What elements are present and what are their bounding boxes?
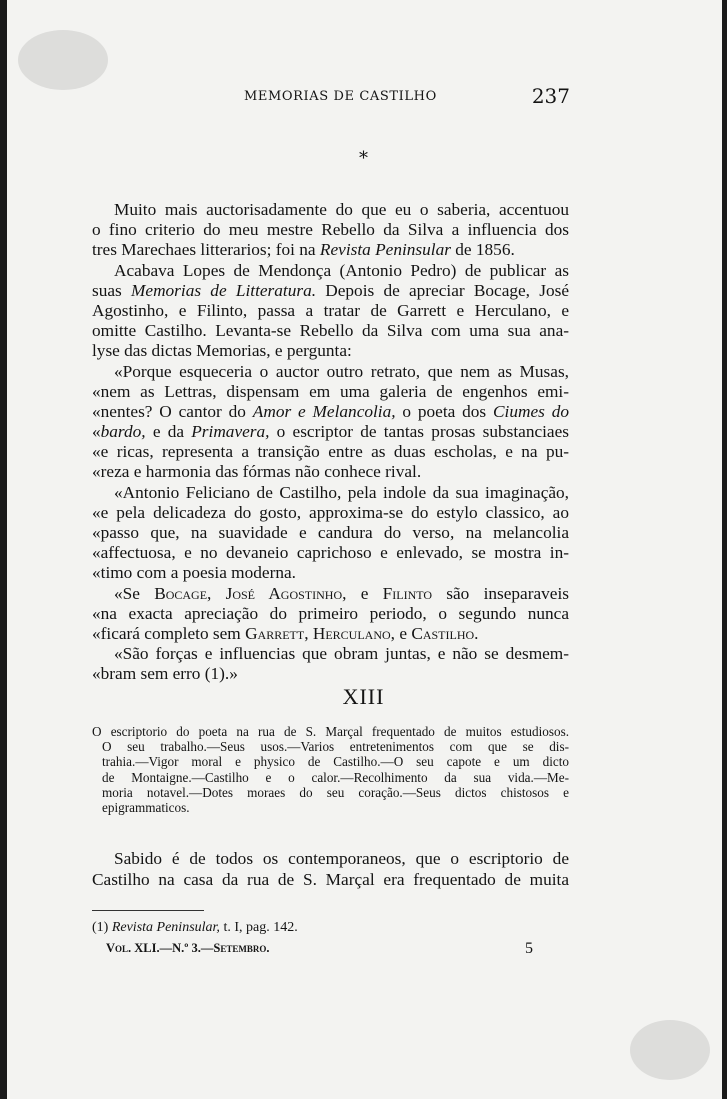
text-line: Muito mais auctorisadamente do que eu o saberia, accentuou [114, 200, 569, 219]
quote-line: «ficará completo sem Garrett, Herculano, e Castilho. [92, 623, 479, 643]
signature-line [92, 941, 569, 959]
footnote-rule [92, 910, 204, 911]
paper-smudge [18, 30, 108, 90]
italic-title: Ciumes do [493, 401, 569, 421]
summary-line: O escriptorio do poeta na rua de S. Marçal frequentado de muitos estudiosos. [92, 724, 569, 739]
quote-line: «reza e harmonia das fórmas não conhece rival. [92, 462, 422, 482]
summary-line: O seu trabalho.—Seus usos.—Varios entretenimentos com que se dis- [102, 739, 569, 755]
text-line: o fino criterio do meu mestre Rebello da Silva a influencia dos [92, 220, 569, 240]
text-line: tres Marechaes litterarios; foi na Revista Peninsular de 1856. [92, 240, 515, 260]
quote-line: «affectuosa, e no devaneio caprichoso e enlevado, se mostra in- [92, 543, 569, 563]
text-line: Agostinho, e Filinto, passa a tratar de Garrett e Herculano, e [92, 300, 569, 320]
quote-line: «timo com a poesia moderna. [92, 563, 296, 583]
page-number: 237 [531, 84, 570, 108]
italic-title: Memorias de Litteratura. [131, 280, 317, 300]
footnote [92, 920, 569, 936]
small-caps-names: Bocage, José Agostinho, [154, 583, 347, 603]
volume-info: Vol. XLI.—N.º 3.—Setembro. [106, 941, 270, 955]
quote-line: «e ricas, representa a transição entre as duas escholas, e na pu- [92, 442, 569, 462]
quote-line: «passo que, na suavidade e candura do verso, na melancolia [92, 523, 569, 542]
paper-smudge [630, 1020, 710, 1080]
small-caps-names: Garrett, Herculano, [245, 623, 395, 643]
quote-line: «Porque esqueceria o auctor outro retrato, que nem as Musas, [114, 361, 569, 381]
quote-line: «Antonio Feliciano de Castilho, pela indole da sua imaginação, [114, 482, 569, 502]
text-line: lyse das dictas Memorias, e pergunta: [92, 341, 352, 361]
quote-line: «e pela delicadeza do gosto, approxima-se do estylo classico, ao [92, 502, 569, 522]
chapter-summary [92, 724, 569, 815]
signature-mark: 5 [525, 940, 533, 957]
quote-line: «Se Bocage, José Agostinho, e Filinto são inseparaveis [114, 583, 569, 603]
small-caps-names: Castilho. [411, 623, 479, 643]
chapter-number: XIII [342, 684, 385, 709]
summary-line: epigrammaticos. [102, 799, 190, 815]
text-line: Acabava Lopes de Mendonça (Antonio Pedro) de publicar as [114, 260, 569, 280]
quote-line: «nentes? O cantor do Amor e Melancolia, o poeta dos Ciumes do [92, 401, 569, 421]
quote-line: «São forças e influencias que obram juntas, e não se desmem- [114, 644, 569, 664]
small-caps-names: Filinto [382, 583, 433, 603]
chapter-body [92, 848, 569, 890]
quote-line: «bardo, e da Primavera, o escriptor de tantas prosas substanciaes [92, 422, 569, 442]
text-line: Castilho na casa da rua de S. Marçal era frequentado de muita [92, 870, 569, 889]
running-title: MEMORIAS DE CASTILHO [244, 89, 437, 104]
summary-line: moria notavel.—Dotes moraes do seu coração.—Seus dictos chistosos e [102, 784, 569, 800]
footnote-marker: (1) [92, 920, 112, 935]
quote-line: «bram sem erro (1).» [92, 664, 238, 684]
footnote-rest: t. I, pag. 142. [219, 920, 298, 935]
italic-title: bardo, [100, 422, 146, 442]
quote-line: «nem as Lettras, dispensam em uma galeria de engenhos emi- [92, 381, 569, 401]
text-line: Sabido é de todos os contemporaneos, que o escriptorio de [114, 849, 569, 868]
italic-title: Primavera, [191, 422, 270, 442]
summary-line: de Montaigne.—Castilho e o calor.—Recolhimento da sua vida.—Me- [102, 769, 569, 785]
italic-title: Revista Peninsular [319, 240, 451, 260]
italic-title: Amor e Melancolia, [252, 401, 396, 421]
footnote-title: Revista Peninsular, [111, 920, 220, 935]
summary-line: trahia.—Vigor moral e physico de Castilho.—O seu capote e um dicto [102, 754, 569, 770]
text-line: suas Memorias de Litteratura. Depois de apreciar Bocage, José [92, 280, 569, 300]
text-line: omitte Castilho. Levanta-se Rebello da Silva com uma sua ana- [92, 321, 569, 341]
page-header [92, 86, 570, 110]
quote-line: «na exacta apreciação do primeiro periodo, o segundo nunca [92, 603, 569, 623]
section-asterism: * [359, 148, 368, 169]
main-text [92, 200, 569, 685]
